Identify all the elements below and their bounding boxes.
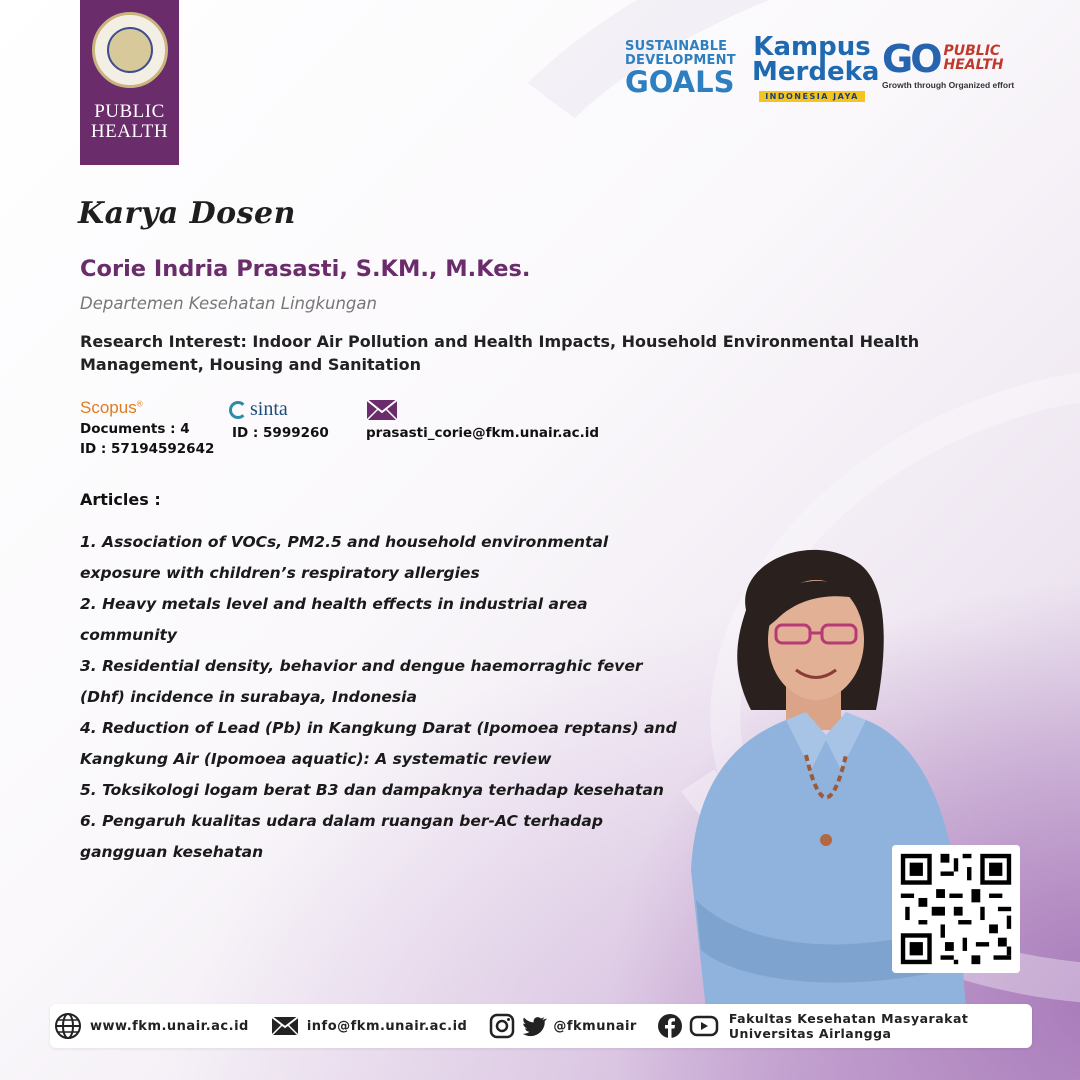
footer-institution-line-2: Universitas Airlangga <box>728 1026 892 1041</box>
go-public-health-tagline: Growth through Organized effort <box>882 80 1015 90</box>
lecturer-email[interactable]: prasasti_corie@fkm.unair.ac.id <box>366 425 600 441</box>
public-health-logo-text: PUBLIC HEALTH <box>90 101 169 142</box>
go-public-health-go: GO <box>882 37 940 81</box>
footer-website-text[interactable]: www.fkm.unair.ac.id <box>90 1018 249 1034</box>
article-item: 5. Toksikologi logam berat B3 dan dampaknya terhadap kesehatan <box>80 781 664 799</box>
sinta-logo <box>229 398 288 421</box>
globe-icon <box>54 1012 82 1040</box>
qr-code[interactable] <box>892 845 1020 973</box>
article-item: 4. Reduction of Lead (Pb) in Kangkung Darat (Ipomoea reptans) and Kangkung Air (Ipomoea aquatic): A systematic review <box>80 719 677 768</box>
sdg-logo <box>625 40 735 97</box>
footer-social-text[interactable]: @fkmunair <box>553 1018 637 1034</box>
instagram-icon[interactable] <box>489 1013 515 1039</box>
university-seal-icon <box>92 12 168 88</box>
scopus-documents: Documents : 4 <box>80 421 190 437</box>
sinta-id: ID : 5999260 <box>232 425 329 441</box>
go-public-health-line-2: HEALTH <box>943 57 1004 73</box>
kampus-merdeka-line-2: Merdeka <box>752 57 880 87</box>
footer-institution[interactable] <box>657 1011 969 1041</box>
kampus-merdeka-logo <box>752 32 880 103</box>
sdg-line-1: SUSTAINABLE <box>625 39 728 54</box>
department: Departemen Kesehatan Lingkungan <box>80 294 377 313</box>
mail-icon <box>366 399 398 421</box>
go-public-health-line-1: PUBLIC <box>943 43 1001 59</box>
footer-institution-line-1: Fakultas Kesehatan Masyarakat <box>728 1011 969 1026</box>
footer-website[interactable] <box>54 1012 249 1040</box>
sdg-line-2: DEVELOPMENT <box>625 53 736 68</box>
scopus-logo: Scopus® <box>80 398 143 417</box>
facebook-icon[interactable] <box>657 1013 683 1039</box>
sdg-line-3: GOALS <box>625 65 735 99</box>
kampus-merdeka-tag: INDONESIA JAYA <box>759 91 865 102</box>
go-public-health-logo <box>882 37 1027 90</box>
footer-email[interactable] <box>271 1016 468 1036</box>
article-item: 1. Association of VOCs, PM2.5 and household environmental exposure with children’s respiratory allergies <box>80 533 609 582</box>
twitter-icon[interactable] <box>521 1013 547 1039</box>
research-interest: Research Interest: Indoor Air Pollution and Health Impacts, Household Environmental Health Management, Housing and Sanitation <box>80 332 920 374</box>
public-health-logo <box>80 0 179 165</box>
article-item: 3. Residential density, behavior and dengue haemorraghic fever (Dhf) incidence in surabaya, Indonesia <box>80 657 643 706</box>
kampus-merdeka-line-1: Kampus <box>753 32 871 62</box>
lecturer-name: Corie Indria Prasasti, S.KM., M.Kes. <box>80 256 531 282</box>
sinta-label: sinta <box>250 398 288 420</box>
sinta-icon <box>229 401 247 419</box>
scopus-id: ID : 57194592642 <box>80 441 215 457</box>
articles-heading: Articles : <box>80 490 161 509</box>
scopus-label: Scopus <box>80 398 137 417</box>
article-item: 2. Heavy metals level and health effects in industrial area community <box>80 595 588 644</box>
articles-list <box>80 527 680 868</box>
footer-social[interactable] <box>489 1013 637 1039</box>
script-title: Karya Dosen <box>78 196 296 231</box>
footer-bar <box>50 1004 1032 1048</box>
mail-icon <box>271 1016 299 1036</box>
footer-email-text[interactable]: info@fkm.unair.ac.id <box>306 1018 468 1034</box>
youtube-icon[interactable] <box>689 1013 719 1039</box>
article-item: 6. Pengaruh kualitas udara dalam ruangan ber-AC terhadap gangguan kesehatan <box>80 812 603 861</box>
